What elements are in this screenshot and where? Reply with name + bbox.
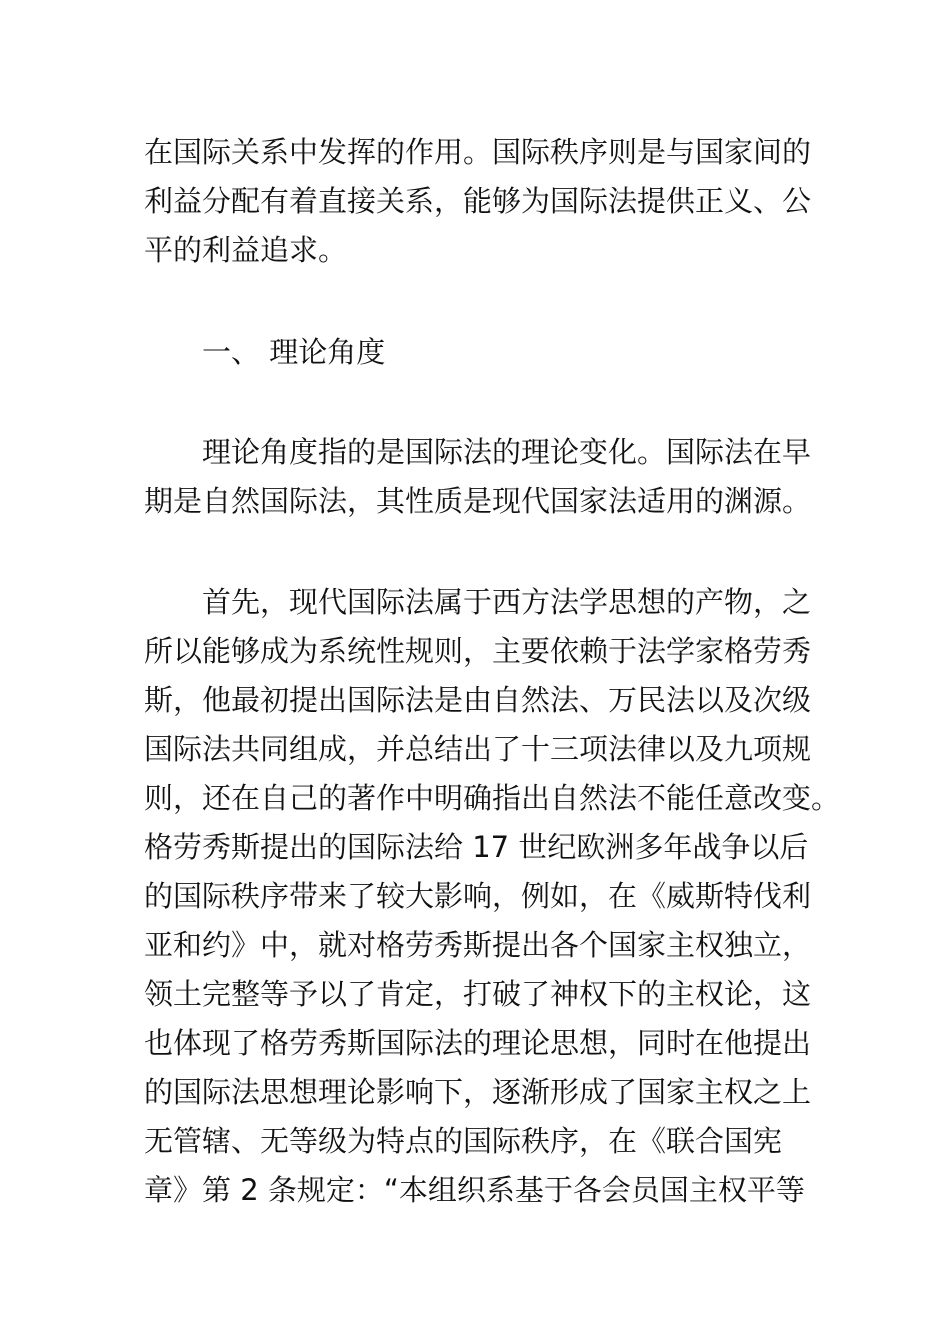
text-line: 无管辖、无等级为特点的国际秩序，在《联合国宪 (144, 1124, 783, 1158)
section-heading (202, 328, 882, 377)
text-line: 章》第 2 条规定：“本组织系基于各会员国主权平等 (144, 1173, 805, 1207)
text-line: 理论角度指的是国际法的理论变化。国际法在早 (144, 435, 812, 469)
text-line: 利益分配有着直接关系，能够为国际法提供正义、公 (144, 184, 812, 218)
text-line: 的国际法思想理论影响下，逐渐形成了国家主权之上 (144, 1075, 812, 1109)
paragraph-grotius (144, 578, 841, 1215)
text-line: 所以能够成为系统性规则，主要依赖于法学家格劳秀 (144, 634, 812, 668)
text-line: 领土完整等予以了肯定，打破了神权下的主权论，这 (144, 977, 812, 1011)
text-line: 亚和约》中，就对格劳秀斯提出各个国家主权独立， (144, 928, 812, 962)
text-line: 期是自然国际法，其性质是现代国家法适用的渊源。 (144, 484, 812, 518)
text-line: 平的利益追求。 (144, 233, 348, 267)
text-line: 也体现了格劳秀斯国际法的理论思想，同时在他提出 (144, 1026, 812, 1060)
text-line: 国际法共同组成，并总结出了十三项法律以及九项规 (144, 732, 812, 766)
text-line: 在国际关系中发挥的作用。国际秩序则是与国家间的 (144, 135, 812, 169)
paragraph-theory (144, 428, 824, 526)
text-line: 格劳秀斯提出的国际法给 17 世纪欧洲多年战争以后 (144, 830, 809, 864)
text-line: 斯，他最初提出国际法是由自然法、万民法以及次级 (144, 683, 812, 717)
text-line: 的国际秩序带来了较大影响，例如，在《威斯特伐利 (144, 879, 812, 913)
text-line: 首先，现代国际法属于西方法学思想的产物，之 (144, 585, 812, 619)
heading-text: 一、 理论角度 (202, 335, 386, 369)
paragraph-intro (144, 128, 824, 275)
text-line: 则，还在自己的著作中明确指出自然法不能任意改变。 (144, 781, 841, 815)
